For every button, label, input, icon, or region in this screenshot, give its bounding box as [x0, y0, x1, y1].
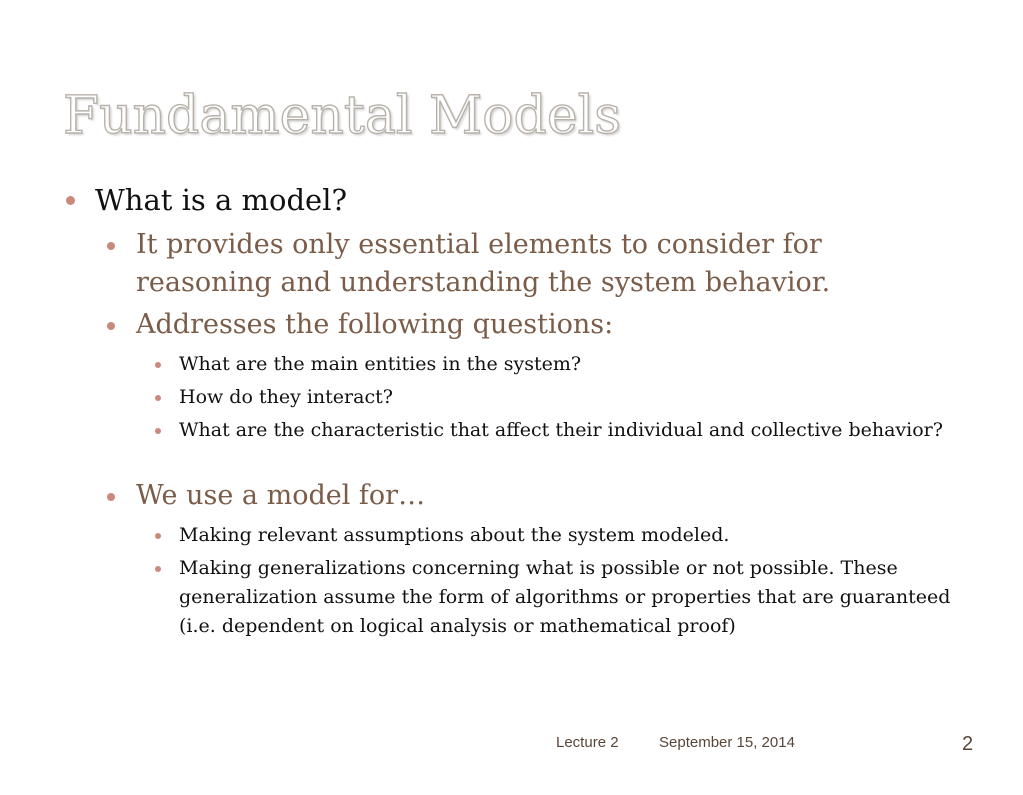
bullet-icon — [155, 395, 161, 401]
page-number: 2 — [962, 733, 974, 755]
bullet-model-for: We use a model for… — [136, 480, 426, 511]
bullet-essential-elements: It provides only essential elements to consider for reasoning and understanding the system behavior. — [136, 229, 831, 298]
bullet-main-entities: What are the main entities in the system? — [179, 353, 582, 375]
bullet-what-is-a-model: What is a model? — [95, 183, 348, 217]
bullet-icon — [107, 242, 115, 250]
footer-date: September 15, 2014 — [659, 734, 795, 751]
bullet-icon — [155, 533, 161, 539]
bullet-icon — [155, 566, 161, 572]
bullet-assumptions: Making relevant assumptions about the system modeled. — [179, 524, 730, 546]
bullet-characteristic: What are the characteristic that affect their individual and collective behavior? — [179, 419, 943, 441]
bullet-addresses-questions: Addresses the following questions: — [136, 309, 614, 340]
bullet-icon — [66, 196, 75, 205]
bullet-how-interact: How do they interact? — [179, 386, 393, 408]
footer-lecture: Lecture 2 — [556, 734, 619, 751]
bullet-icon — [155, 362, 161, 368]
bullet-icon — [107, 493, 115, 501]
bullet-generalizations: Making generalizations concerning what is possible or not possible. These generalization assume the form of algorithms or properties that are guaranteed (i.e. dependent on logical analysis or mathematical proof) — [179, 557, 951, 637]
bullet-icon — [155, 428, 161, 434]
bullet-icon — [107, 322, 115, 330]
slide-title: Fundamental Models — [63, 86, 621, 146]
